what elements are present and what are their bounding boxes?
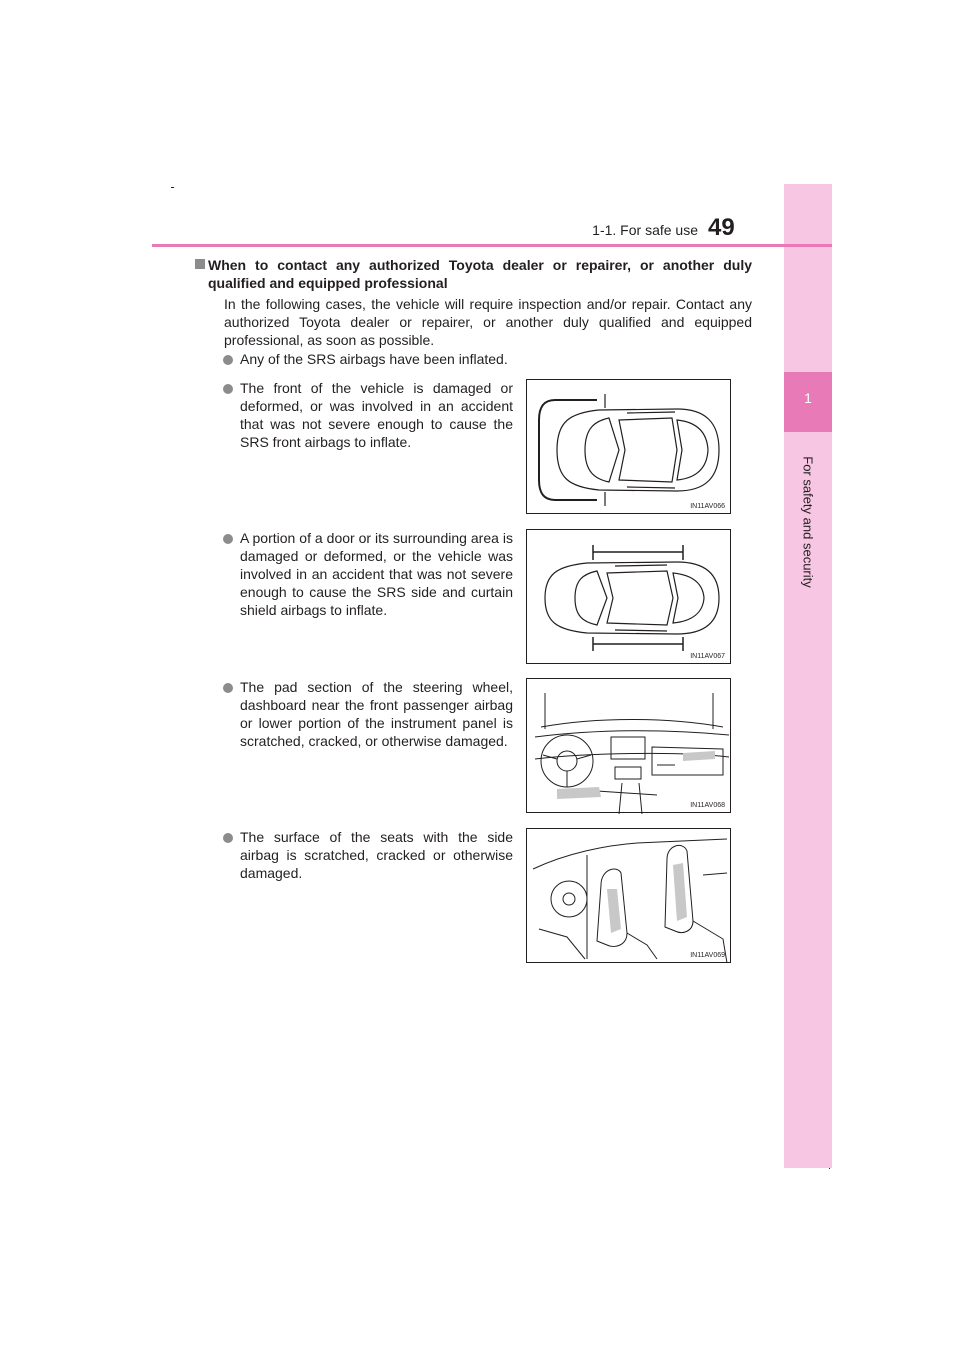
circle-bullet-icon [223,833,233,843]
intro-paragraph: In the following cases, the vehicle will require inspection and/or repair. Contact any authorized Toyota dealer or repairer, or another duly qualified and equipped professional, as soon as possible. [224,296,752,348]
section-label: 1-1. For safe use [592,222,698,238]
dashboard-icon [527,679,732,814]
crop-mark [171,187,174,188]
figure-side-damage [526,529,731,664]
figure-dashboard [526,678,731,813]
list-item: The surface of the seats with the side airbag is scratched, cracked or otherwise damaged. [240,829,513,881]
circle-bullet-icon [223,355,233,365]
circle-bullet-icon [223,534,233,544]
section-heading [208,256,752,292]
figure-code: IN11AV067 [690,653,725,660]
circle-bullet-icon [223,683,233,693]
figure-front-damage [526,379,731,514]
header-rule [152,244,832,247]
circle-bullet-icon [223,384,233,394]
list-item: Any of the SRS airbags have been inflated. [240,351,508,367]
square-bullet-icon [195,259,205,269]
car-side-damage-icon [527,530,732,665]
list-item: The pad section of the steering wheel, dashboard near the front passenger airbag or lower portion of the instrument panel is scratched, cracked, or otherwise damaged. [240,679,513,749]
page-number: 49 [708,214,735,241]
figure-seats [526,828,731,963]
chapter-number: 1 [804,390,812,406]
figure-code: IN11AV069 [690,952,725,959]
chapter-title: For safety and security [800,456,816,588]
figure-code: IN11AV066 [690,503,725,510]
figure-code: IN11AV068 [690,802,725,809]
heading-text: When to contact any authorized Toyota dealer or repairer, or another duly qualified and equipped professional [208,257,752,291]
list-item: A portion of a door or its surrounding area is damaged or deformed, or the vehicle was involved in an accident that was not severe enough to cause the SRS side and curtain shield airbags to inflate. [240,530,513,618]
seat-icon [527,829,732,964]
car-front-damage-icon [527,380,732,515]
chapter-side-band [784,184,832,1168]
list-item: The front of the vehicle is damaged or deformed, or was involved in an accident that was not severe enough to cause the SRS front airbags to inflate. [240,380,513,450]
